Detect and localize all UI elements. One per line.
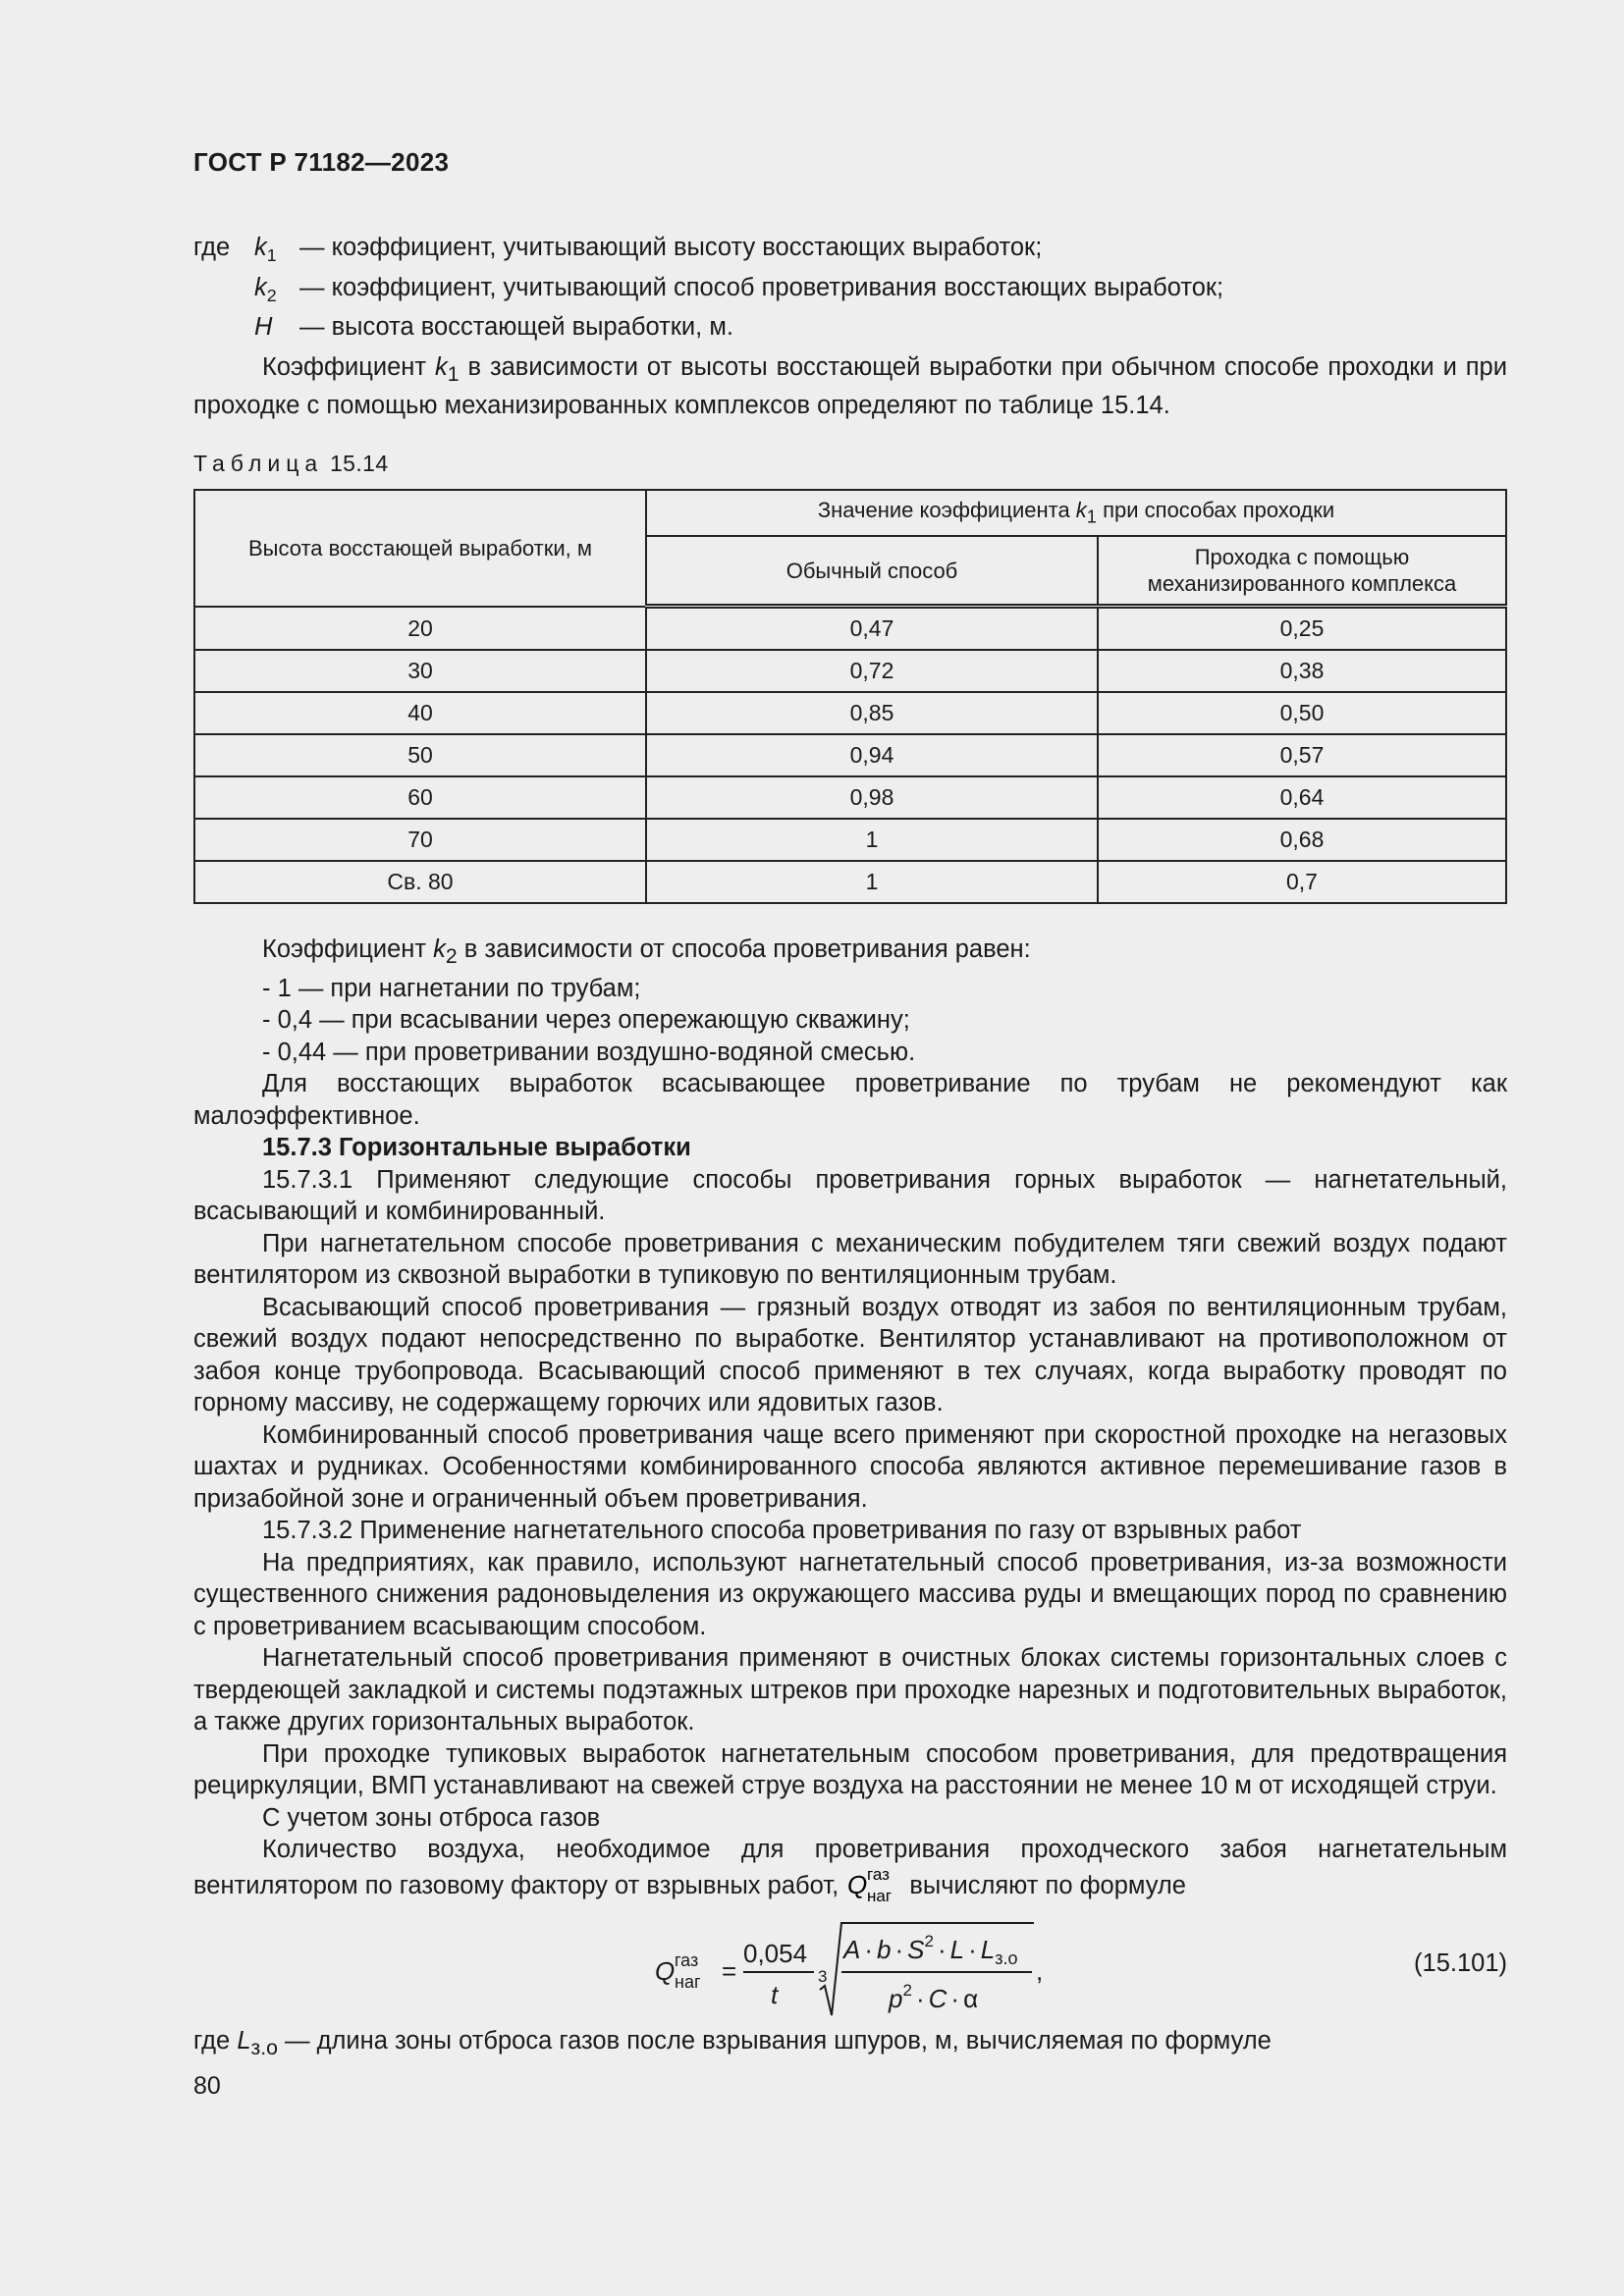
paragraph: 15.7.3.1 Применяют следующие способы проветривания горных выработок — нагнетательный, всасывающий и комбинированный. [193,1165,1507,1226]
table-header-mechanized: Проходка с помощью механизированного комплекса [1098,536,1506,607]
svg-text:наг: наг [867,1886,893,1905]
table-cell: 0,7 [1098,861,1506,903]
table-cell: 1 [646,861,1098,903]
table-cell: 50 [194,734,646,776]
table-cell: Св. 80 [194,861,646,903]
formula-row [193,1913,1507,2021]
svg-text:Q: Q [847,1869,868,1899]
table-row [194,861,1506,903]
page-number: 80 [193,2072,221,2100]
paragraph: С учетом зоны отброса газов [262,1803,601,1832]
paragraph: Нагнетательный способ проветривания применяют в очистных блоках системы горизонтальных слоев с твердеющей закладкой и системы подэтажных штреков при проходке нарезных и подготовительных выработок, а также других горизонтальных выработок. [193,1644,1507,1736]
table-cell: 1 [646,819,1098,861]
table-row [194,650,1506,692]
table-cell: 0,47 [646,607,1098,651]
svg-text:p2·C·α: $p^2 \cdot C \cdot \alpha$ [889,1980,979,2013]
table-cell: 0,94 [646,734,1098,776]
subsection-title: 15.7.3.2 Применение нагнетательного способа проветривания по газу от взрывных работ [262,1517,1302,1545]
table-cell: 40 [194,692,646,734]
formula-root-index: 3 [818,1966,828,1986]
table-cell: 20 [194,607,646,651]
coefficient-table [193,489,1507,904]
formula-number: (15.101) [1414,1949,1507,1977]
table-header-ordinary: Обычный способ [646,536,1098,607]
formula-equals: = [722,1955,737,1986]
svg-text:газ: газ [867,1865,891,1884]
table-cell: 0,38 [1098,650,1506,692]
symbol-k1: $k_1$ [254,234,277,266]
table-cell: 60 [194,776,646,819]
table-cell: 0,57 [1098,734,1506,776]
table-row [194,776,1506,819]
table-cell: 0,68 [1098,819,1506,861]
list-item: - 1 — при нагнетании по трубам; [262,974,641,1002]
paragraph: При проходке тупиковых выработок нагнетательным способом проветривания, для предотвращения рециркуляции, ВМП устанавливают на свежей струе воздуха на расстоянии не менее 10 м от исходящей струи. [193,1739,1507,1800]
formula-coef: 0,054 [743,1938,808,1968]
svg-text:,: , [1036,1955,1044,1986]
formula-15-101 [655,1921,1244,2019]
closing-paragraph: где $L_{з.о}$ — длина зоны отброса газов после взрывания шпуров, м, вычисляемая по формуле [193,2026,1272,2060]
table-cell: 0,64 [1098,776,1506,819]
list-item: - 0,44 — при проветривании воздушно-водяной смесью. [262,1038,916,1066]
definition-text: — коэффициент, учитывающий высоту восстающих выработок; [299,234,1043,261]
table-header-group: Значение коэффициента $k_1$ при способах проходки [646,490,1506,536]
formula-q-sup: газ [675,1949,699,1970]
formula-q-sub: наг [675,1971,701,1992]
table-cell: 0,98 [646,776,1098,819]
paragraph: При нагнетательном способе проветривания с механическим побудителем тяги свежий воздух подают вентилятором из сквозной выработки в тупиковую по вентиляционным трубам. [193,1229,1507,1290]
intro-paragraph: Коэффициент $k_1$ в зависимости от высоты восстающей выработки при обычном способе проходки и при проходке с помощью механизированных комплексов определяют по таблице 15.14. [193,352,1507,420]
symbol-k2: $k_2$ [254,273,277,305]
formula-intro: Количество воздуха, необходимое для проветривания проходческого забоя нагнетательным вентилятором по газовому фактору от взрывных работ, Q газ наг вычисляют по формуле [193,1836,1507,1905]
definition-h [193,311,1507,351]
table-caption: Таблица 15.14 [193,450,389,476]
formula-q: Q [655,1955,676,1986]
k2-paragraph: Коэффициент $k_2$ в зависимости от способа проветривания равен: [262,935,1031,969]
paragraph: Всасывающий способ проветривания — грязный воздух отводят из забоя по вентиляционным трубам, свежий воздух подают непосредственно по выработке. Вентилятор устанавливают на противоположном от забоя конце трубопровода. Всасывающий способ применяют в тех случаях, когда выработку проводят по горному массиву, не содержащему горючих или ядовитых газов. [193,1293,1507,1417]
q-symbol-inline [845,1866,902,1905]
table-row [194,607,1506,651]
table-cell: 70 [194,819,646,861]
table-cell: 30 [194,650,646,692]
definition-k2 [193,272,1507,312]
table-row [194,734,1506,776]
document-id: ГОСТ Р 71182—2023 [193,147,450,177]
formula-t: t [771,1979,779,2009]
page-content [193,232,1507,2064]
table-cell: 0,72 [646,650,1098,692]
svg-text:A·b·S2·L·Lз.о: $A \cdot b \cdot S^2 \cdot L \cdot L_{з.о}$ [843,1931,1018,1968]
table-header-height: Высота восстающей выработки, м [194,490,646,607]
table-row [194,692,1506,734]
section-heading: 15.7.3 Горизонтальные выработки [262,1134,691,1162]
paragraph: Комбинированный способ проветривания чаще всего применяют при скоростной проходке на негазовых шахтах и рудниках. Особенностями комбинированного способа являются активное перемешивание газов в призабойной зоне и ограниченный объем проветривания. [193,1420,1507,1513]
list-item: - 0,4 — при всасывании через опережающую скважину; [262,1006,910,1035]
symbol-h: H [254,313,273,342]
table-cell: 0,50 [1098,692,1506,734]
definition-lead: где [193,234,231,261]
definition-text: — высота восстающей выработки, м. [299,313,733,342]
paragraph: На предприятиях, как правило, используют нагнетательный способ проветривания, из-за возможности существенного снижения радоновыделения из окружающего массива руды и вмещающих пород по сравнению с проветриванием всасывающим способом. [193,1548,1507,1640]
table-row [194,819,1506,861]
definition-text: — коэффициент, учитывающий способ проветривания восстающих выработок; [299,273,1224,301]
paragraph: Для восстающих выработок всасывающее проветривание по трубам не рекомендуют как малоэффективное. [193,1070,1507,1130]
table-cell: 0,85 [646,692,1098,734]
definition-k1 [193,232,1507,272]
table-cell: 0,25 [1098,607,1506,651]
